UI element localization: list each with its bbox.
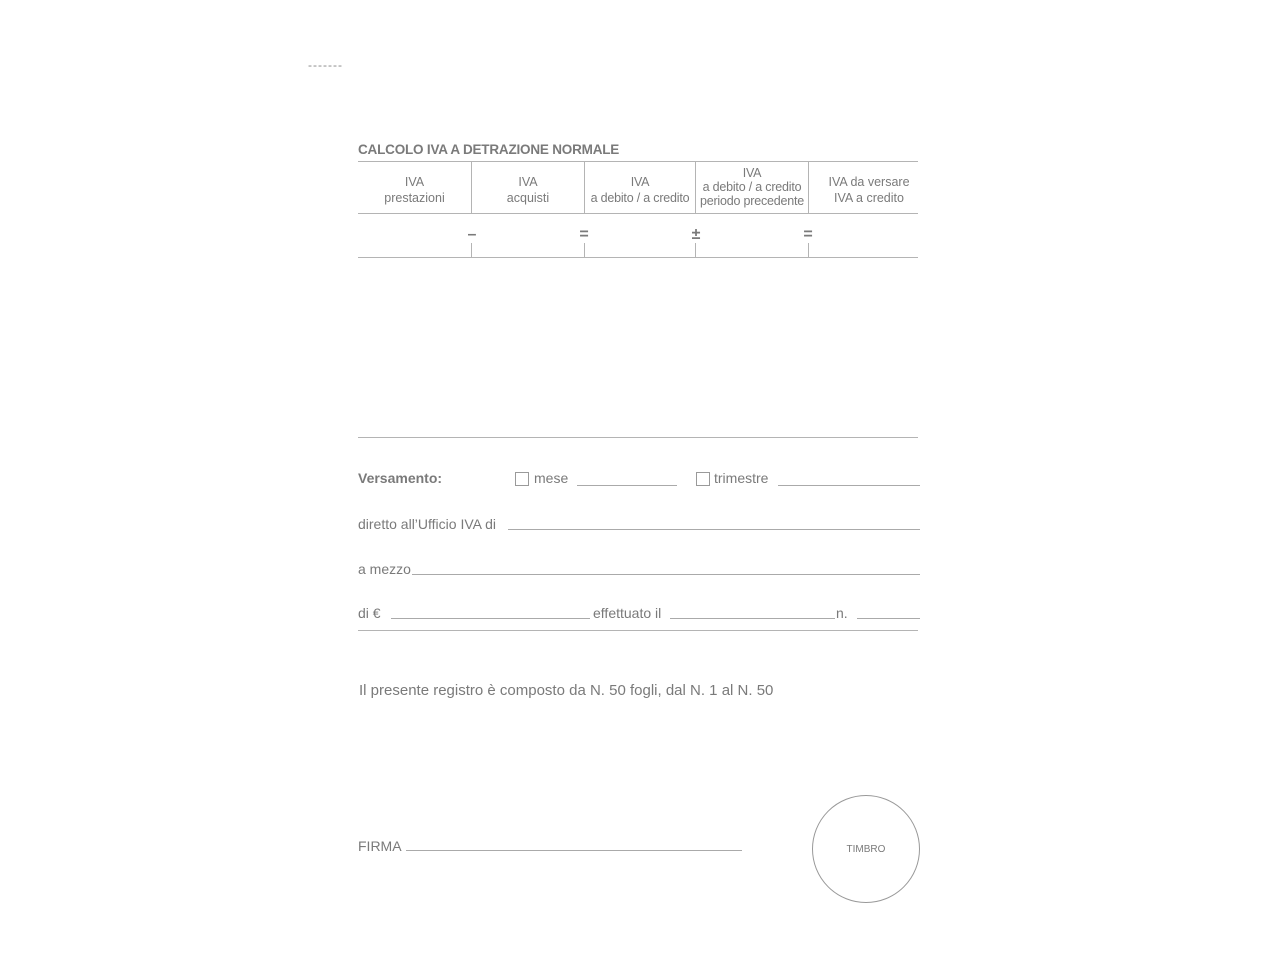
signature-label: FIRMA — [358, 838, 402, 854]
payment-bottom-border — [358, 630, 918, 631]
means-label: a mezzo — [358, 561, 411, 577]
amount-field[interactable] — [391, 618, 590, 619]
quarter-label: trimestre — [714, 470, 769, 486]
office-label: diretto all’Ufficio IVA di — [358, 516, 496, 532]
means-field[interactable] — [412, 574, 920, 575]
signature-field[interactable] — [406, 850, 742, 851]
table-title: CALCOLO IVA A DETRAZIONE NORMALE — [358, 142, 620, 157]
register-note: Il presente registro è composto da N. 50 fogli, dal N. 1 al N. 50 — [359, 682, 774, 699]
value-divider — [808, 243, 809, 257]
office-field[interactable] — [508, 529, 920, 530]
column-header-iva-periodo-precedente: IVA a debito / a credito periodo precedente — [699, 166, 805, 208]
stamp-label: TIMBRO — [846, 843, 886, 855]
dash-mark: ------- — [308, 58, 343, 72]
value-divider — [471, 243, 472, 257]
month-checkbox[interactable] — [515, 472, 529, 486]
quarter-checkbox[interactable] — [696, 472, 710, 486]
table-header-border — [358, 213, 918, 214]
stamp-circle — [812, 795, 920, 903]
minus-operator: – — [467, 226, 477, 243]
column-header-iva-prestazioni: IVA prestazioni — [384, 175, 445, 205]
table-bottom-border — [358, 257, 918, 258]
equals-operator: = — [579, 226, 589, 243]
value-divider — [584, 243, 585, 257]
column-header-iva-versare-credito: IVA da versare IVA a credito — [828, 175, 910, 205]
date-field[interactable] — [670, 618, 835, 619]
value-divider — [695, 243, 696, 257]
date-label: effettuato il — [593, 605, 662, 621]
equals-operator: = — [803, 226, 813, 243]
section-divider — [358, 437, 918, 438]
column-header-iva-acquisti: IVA acquisti — [506, 175, 550, 205]
number-field[interactable] — [857, 618, 920, 619]
number-label: n. — [836, 605, 848, 621]
amount-label: di € — [358, 605, 381, 621]
plus-minus-operator: ± — [691, 226, 701, 243]
quarter-field[interactable] — [778, 485, 920, 486]
versamento-label: Versamento: — [358, 470, 443, 486]
column-header-iva-debito-credito: IVA a debito / a credito — [590, 175, 690, 205]
month-field[interactable] — [577, 485, 677, 486]
table-top-border — [358, 161, 918, 162]
month-label: mese — [534, 470, 569, 486]
